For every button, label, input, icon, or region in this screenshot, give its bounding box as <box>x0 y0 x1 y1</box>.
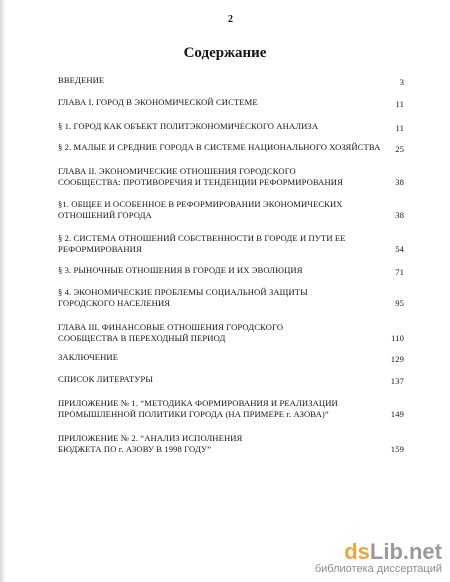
toc-entry-page: 25 <box>395 144 404 154</box>
page-title: Содержание <box>183 45 267 61</box>
toc-entry-title: СПИСОК ЛИТЕРАТУРЫ <box>58 374 153 384</box>
toc-entry-title: ГЛАВА III. ФИНАНСОВЫЕ ОТНОШЕНИЯ ГОРОДСКОГО СООБЩЕСТВА В ПЕРЕХОДНЫЙ ПЕРИОД <box>58 322 284 343</box>
toc-entry-title: ВВЕДЕНИЕ <box>58 75 105 85</box>
toc-entry <box>58 97 404 108</box>
toc-entry-page: 95 <box>395 298 404 308</box>
toc-entry-page: 38 <box>395 210 404 220</box>
toc-entry <box>58 433 404 455</box>
toc-entry <box>58 142 404 153</box>
toc-entry-page: 38 <box>395 177 404 187</box>
toc-entry-title: ЗАКЛЮЧЕНИЕ <box>58 352 119 362</box>
toc-entry-page: 137 <box>390 376 404 386</box>
toc-entry <box>58 75 404 86</box>
toc-entry-title: ПРИЛОЖЕНИЕ № 1. “МЕТОДИКА ФОРМИРОВАНИЯ И РЕАЛИЗАЦИИ ПРОМЫШЛЕННОЙ ПОЛИТИКИ ГОРОДА (НА ПРИМЕРЕ г. АЗОВА)” <box>58 398 338 419</box>
toc-entry <box>58 322 404 344</box>
toc-entry <box>58 199 404 221</box>
toc-entry <box>58 265 404 276</box>
toc-entry-title: § 2. МАЛЫЕ И СРЕДНИЕ ГОРОДА В СИСТЕМЕ НАЦИОНАЛЬНОГО ХОЗЯЙСТВА <box>58 142 381 152</box>
toc-entry <box>58 287 404 309</box>
toc-entry <box>58 233 404 255</box>
toc-entry-title: § 2. СИСТЕМА ОТНОШЕНИЙ СОБСТВЕННОСТИ В ГОРОДЕ И ПУТИ ЕЕ РЕФОРМИРОВАНИЯ <box>58 233 346 254</box>
toc-entry <box>58 374 404 385</box>
toc-entry-title: ГЛАВА I. ГОРОД В ЭКОНОМИЧЕСКОЙ СИСТЕМЕ <box>58 97 258 107</box>
toc-entry-title: §1. ОБЩЕЕ И ОСОБЕННОЕ В РЕФОРМИРОВАНИИ ЭКОНОМИЧЕСКИХ ОТНОШЕНИЙ ГОРОДА <box>58 199 343 220</box>
watermark-subtitle: библиотека диссертаций <box>314 563 442 575</box>
scan-edge-shadow <box>0 0 6 582</box>
toc-entry-page: 110 <box>391 333 404 343</box>
toc-entry <box>58 166 404 188</box>
page-number: 2 <box>228 14 233 25</box>
toc-entry-title: ГЛАВА II. ЭКОНОМИЧЕСКИЕ ОТНОШЕНИЯ ГОРОДСКОГО СООБЩЕСТВА: ПРОТИВОРЕЧИЯ И ТЕНДЕНЦИИ РЕФОРМИРОВАНИЯ <box>58 166 343 187</box>
toc-entry-title: § 3. РЫНОЧНЫЕ ОТНОШЕНИЯ В ГОРОДЕ И ИХ ЭВОЛЮЦИЯ <box>58 265 303 275</box>
toc-entry <box>58 121 404 132</box>
toc-entry-page: 71 <box>395 267 404 277</box>
toc-entry-page: 11 <box>395 99 404 109</box>
toc-entry-title: § 1. ГОРОД КАК ОБЪЕКТ ПОЛИТЭКОНОМИЧЕСКОГО АНАЛИЗА <box>58 121 319 131</box>
toc-entry-title: ПРИЛОЖЕНИЕ № 2. “АНАЛИЗ ИСПОЛНЕНИЯ БЮДЖЕТА ПО г. АЗОВУ В 1998 ГОДУ” <box>58 433 243 454</box>
site-watermark <box>315 541 442 576</box>
toc-entry-title: § 4. ЭКОНОМИЧЕСКИЕ ПРОБЛЕМЫ СОЦИАЛЬНОЙ ЗАЩИТЫ ГОРОДСКОГО НАСЕЛЕНИЯ <box>58 287 308 308</box>
toc-entry-page: 3 <box>399 77 404 87</box>
toc-entry <box>58 352 404 363</box>
watermark-logo: dsLib.net <box>344 539 442 564</box>
toc-entry-page: 159 <box>390 444 404 454</box>
toc-entry-page: 149 <box>390 409 404 419</box>
toc-entry <box>58 398 404 420</box>
toc-entry-page: 54 <box>395 244 404 254</box>
toc-entry-page: 11 <box>395 123 404 133</box>
toc-entry-page: 129 <box>390 354 404 364</box>
